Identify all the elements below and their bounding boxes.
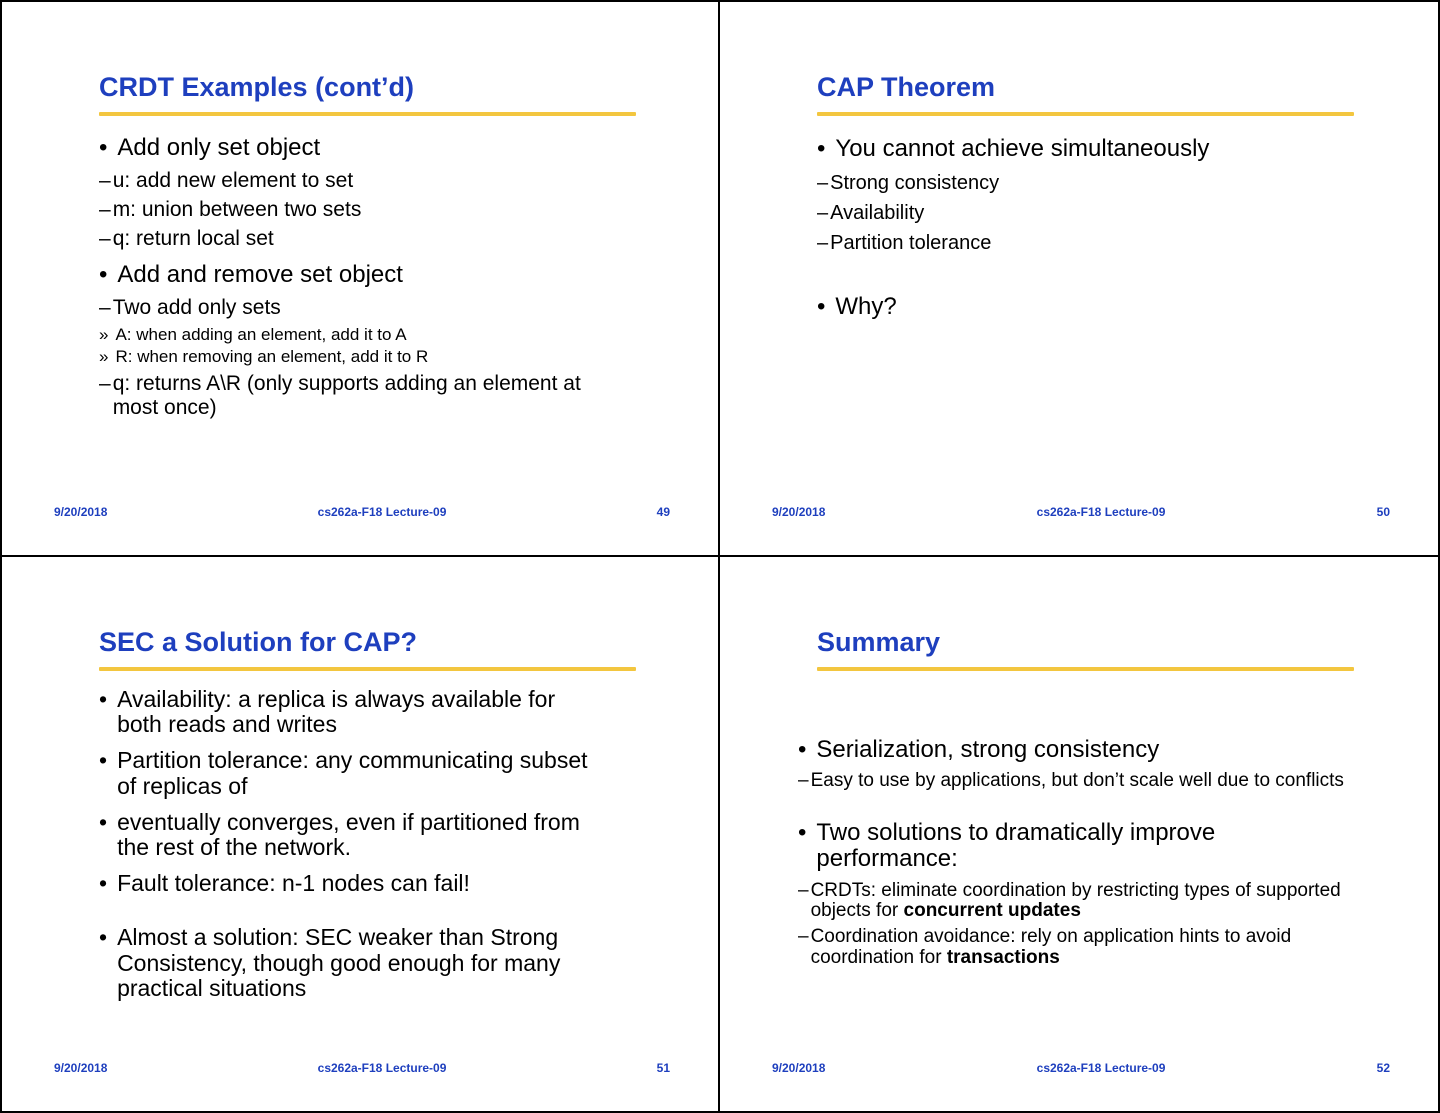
dash-marker: – <box>99 226 111 250</box>
footer-course: cs262a-F18 Lecture-09 <box>1036 1061 1166 1075</box>
list-item <box>99 325 599 345</box>
list-item <box>99 871 604 897</box>
list-item <box>99 227 599 251</box>
list-item-text: Serialization, strong consistency <box>816 735 1160 763</box>
slide-bullets <box>99 687 604 1003</box>
list-item <box>99 296 599 320</box>
bullet-marker: • <box>798 735 807 763</box>
dash-marker: – <box>99 371 111 395</box>
dash-marker: – <box>798 926 809 948</box>
list-item-text: Partition tolerance: any communicating subset of replicas of <box>117 747 588 799</box>
list-item-text-bold: concurrent updates <box>903 900 1081 922</box>
title-underline <box>99 112 636 116</box>
footer-date: 9/20/2018 <box>772 1061 826 1075</box>
slide-footer <box>54 505 670 519</box>
dash-marker: – <box>817 231 829 254</box>
list-item <box>817 202 1377 225</box>
bullet-marker: • <box>99 808 108 835</box>
dash-marker: – <box>798 879 809 901</box>
list-item-text-bold: transactions <box>946 947 1060 969</box>
list-item <box>798 771 1393 792</box>
dash-marker: – <box>99 168 111 192</box>
slide-crdt-examples <box>2 2 720 557</box>
bullet-marker: • <box>798 818 807 846</box>
slide-content <box>99 677 604 1013</box>
slide-footer <box>772 1061 1390 1075</box>
list-item <box>798 927 1393 969</box>
list-item-text: m: union between two sets <box>112 197 362 221</box>
slide-title: CAP Theorem <box>817 72 996 102</box>
list-item <box>99 925 604 1002</box>
list-item <box>798 737 1393 763</box>
list-item-text: Why? <box>835 292 897 320</box>
list-item-text-regular: Coordination avoidance: rely on application hints to avoid coordination for <box>810 926 1292 969</box>
bullet-marker: • <box>99 923 108 950</box>
bullet-marker: • <box>99 134 108 161</box>
list-item-text <box>811 927 1393 969</box>
list-item-text: q: returns A\R (only supports adding an element at most once) <box>112 371 581 419</box>
footer-date: 9/20/2018 <box>54 1061 108 1075</box>
list-item <box>817 293 1377 321</box>
title-underline <box>99 667 636 671</box>
list-item <box>99 134 599 162</box>
slide-footer <box>54 1061 670 1075</box>
list-item <box>99 169 599 193</box>
slide-title: SEC a Solution for CAP? <box>99 626 418 657</box>
list-item-text: q: return local set <box>112 226 274 250</box>
list-item-text: R: when removing an element, add it to R <box>115 347 429 367</box>
list-item-text-regular: CRDTs: eliminate coordination by restricting types of supported objects for <box>810 879 1341 922</box>
list-item-text: Two add only sets <box>112 295 281 319</box>
title-underline <box>817 667 1354 671</box>
footer-date: 9/20/2018 <box>54 504 108 519</box>
dash-marker: – <box>99 295 111 319</box>
list-item <box>798 881 1393 923</box>
list-item-text: Availability: a replica is always available for both reads and writes <box>117 685 556 738</box>
slide-title: Summary <box>817 626 941 657</box>
list-item <box>99 810 604 862</box>
slide-title: CRDT Examples (cont’d) <box>99 72 415 102</box>
list-item-text: eventually converges, even if partitioned from the rest of the network. <box>117 808 580 861</box>
list-item <box>99 687 604 739</box>
dash-marker: – <box>817 201 829 224</box>
bullet-marker: • <box>99 685 108 712</box>
list-item <box>99 198 599 222</box>
list-item <box>817 232 1377 255</box>
slide-content <box>798 729 1393 975</box>
arrow-marker: » <box>99 324 109 344</box>
footer-course: cs262a-F18 Lecture-09 <box>317 1061 447 1075</box>
list-item-text: Two solutions to dramatically improve performance: <box>816 818 1216 873</box>
dash-marker: – <box>817 171 829 194</box>
list-item <box>817 172 1377 195</box>
slide-summary <box>720 557 1438 1112</box>
list-item-text: You cannot achieve simultaneously <box>835 135 1210 162</box>
list-item-text: Availability <box>830 201 925 224</box>
list-item-text: Add and remove set object <box>117 261 403 289</box>
slide-bullets <box>817 135 1377 320</box>
bullet-marker: • <box>99 747 108 773</box>
footer-course: cs262a-F18 Lecture-09 <box>317 504 447 519</box>
list-item <box>817 135 1377 163</box>
slide-sec-solution <box>2 557 720 1112</box>
arrow-marker: » <box>99 347 109 367</box>
bullet-marker: • <box>817 292 826 320</box>
list-item-text <box>811 881 1393 923</box>
dash-marker: – <box>798 769 809 791</box>
list-item-text: A: when adding an element, add it to A <box>115 324 407 344</box>
slide-bullets <box>99 134 599 420</box>
list-item-text: Strong consistency <box>830 171 1000 194</box>
slide-content <box>99 124 599 425</box>
footer-page-number: 50 <box>1376 504 1390 519</box>
footer-date: 9/20/2018 <box>772 504 826 519</box>
list-item <box>99 347 599 367</box>
slide-content <box>817 126 1377 329</box>
slide-bullets <box>798 737 1393 970</box>
list-item <box>99 372 599 420</box>
list-item <box>99 261 599 289</box>
bullet-marker: • <box>99 870 108 896</box>
title-underline <box>817 112 1354 116</box>
list-item-text: Easy to use by applications, but don’t scale well due to conflicts <box>810 769 1344 791</box>
dash-marker: – <box>99 197 111 221</box>
list-item-text: Partition tolerance <box>830 231 992 254</box>
footer-page-number: 52 <box>1376 1061 1390 1075</box>
footer-page-number: 49 <box>656 504 670 519</box>
list-item-text: Fault tolerance: n-1 nodes can fail! <box>117 870 470 896</box>
list-item-text: Almost a solution: SEC weaker than Strong Consistency, though good enough for many practical situations <box>117 923 561 1002</box>
list-item-text: u: add new element to set <box>112 168 354 192</box>
list-item <box>99 748 604 800</box>
bullet-marker: • <box>817 135 826 162</box>
footer-page-number: 51 <box>656 1061 670 1075</box>
slide-cap-theorem <box>720 2 1438 557</box>
bullet-marker: • <box>99 261 108 289</box>
slide-footer <box>772 505 1390 519</box>
list-item-text: Add only set object <box>117 134 321 161</box>
footer-course: cs262a-F18 Lecture-09 <box>1036 504 1166 519</box>
list-item <box>798 820 1393 873</box>
